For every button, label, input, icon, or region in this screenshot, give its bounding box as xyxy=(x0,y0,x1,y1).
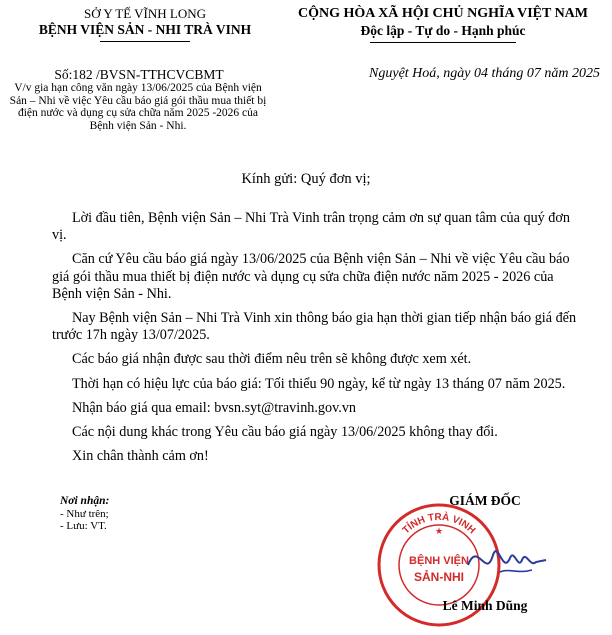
recipient-item: - Như trên; xyxy=(60,507,109,520)
letter-body xyxy=(52,210,582,472)
handwritten-signature xyxy=(448,520,588,600)
header-underline-right xyxy=(370,42,516,43)
header-underline-left xyxy=(100,41,190,42)
paragraph: Nhận báo giá qua email: bvsn.syt@travinh.gov.vn xyxy=(72,399,357,416)
recipient-item: - Lưu: VT. xyxy=(60,520,107,533)
place-date: Nguyệt Hoá, ngày 04 tháng 07 năm 2025 xyxy=(369,66,600,81)
seal-ring-text: TỈNH TRÀ VINH xyxy=(400,511,478,537)
salutation: Kính gửi: Quý đơn vị; xyxy=(241,171,371,187)
paragraph: Nay Bệnh viện Sản – Nhi Trà Vinh xin thông báo gia hạn thời gian tiếp nhận báo giá đến trước 17h ngày 13/07/2025. xyxy=(52,310,577,344)
document-subject: V/v gia hạn công văn ngày 13/06/2025 của Bệnh viện Sản – Nhi về việc Yêu cầu báo giá gói thầu mua thiết bị điện nước và dụng cụ sửa chữa năm 2025 -2026 của Bệnh viện Sản - Nhi. xyxy=(9,82,267,132)
seal-line-2: SẢN-NHI xyxy=(414,570,464,584)
seal-star-icon: ★ xyxy=(434,526,444,536)
paragraph: Các báo giá nhận được sau thời điểm nêu trên sẽ không được xem xét. xyxy=(72,351,472,368)
hospital-name: BỆNH VIỆN SẢN - NHI TRÀ VINH xyxy=(38,22,252,37)
recipients-block xyxy=(60,495,260,533)
paragraph: Căn cứ Yêu cầu báo giá ngày 13/06/2025 của Bệnh viện Sản – Nhi về việc Yêu cầu báo giá gói thầu mua thiết bị điện nước và dụng cụ sửa chữa điện nước năm 2025 - 2026 của Bệnh viện Sản - Nhi. xyxy=(52,251,570,302)
document-number: Số:182 /BVSN-TTHCVCBMT xyxy=(54,67,224,82)
seal-line-1: BỆNH VIỆN xyxy=(409,555,469,567)
national-title: CỘNG HÒA XÃ HỘI CHỦ NGHĨA VIỆT NAM xyxy=(297,6,588,21)
national-motto: Độc lập - Tự do - Hạnh phúc xyxy=(360,23,526,38)
paragraph: Các nội dung khác trong Yêu cầu báo giá ngày 13/06/2025 không thay đổi. xyxy=(72,424,498,441)
department-name: SỞ Y TẾ VĨNH LONG xyxy=(83,6,207,21)
recipients-label: Nơi nhận: xyxy=(60,495,110,507)
signer-name: Lê Minh Dũng xyxy=(442,598,528,613)
paragraph: Xin chân thành cảm ơn! xyxy=(72,448,209,465)
director-title: GIÁM ĐỐC xyxy=(449,493,521,508)
paragraph: Thời hạn có hiệu lực của báo giá: Tối thiểu 90 ngày, kể từ ngày 13 tháng 07 năm 2025. xyxy=(72,375,566,392)
paragraph: Lời đầu tiên, Bệnh viện Sản – Nhi Trà Vinh trân trọng cảm ơn sự quan tâm của quý đơn vị. xyxy=(52,210,570,244)
signature-stroke xyxy=(448,520,588,600)
